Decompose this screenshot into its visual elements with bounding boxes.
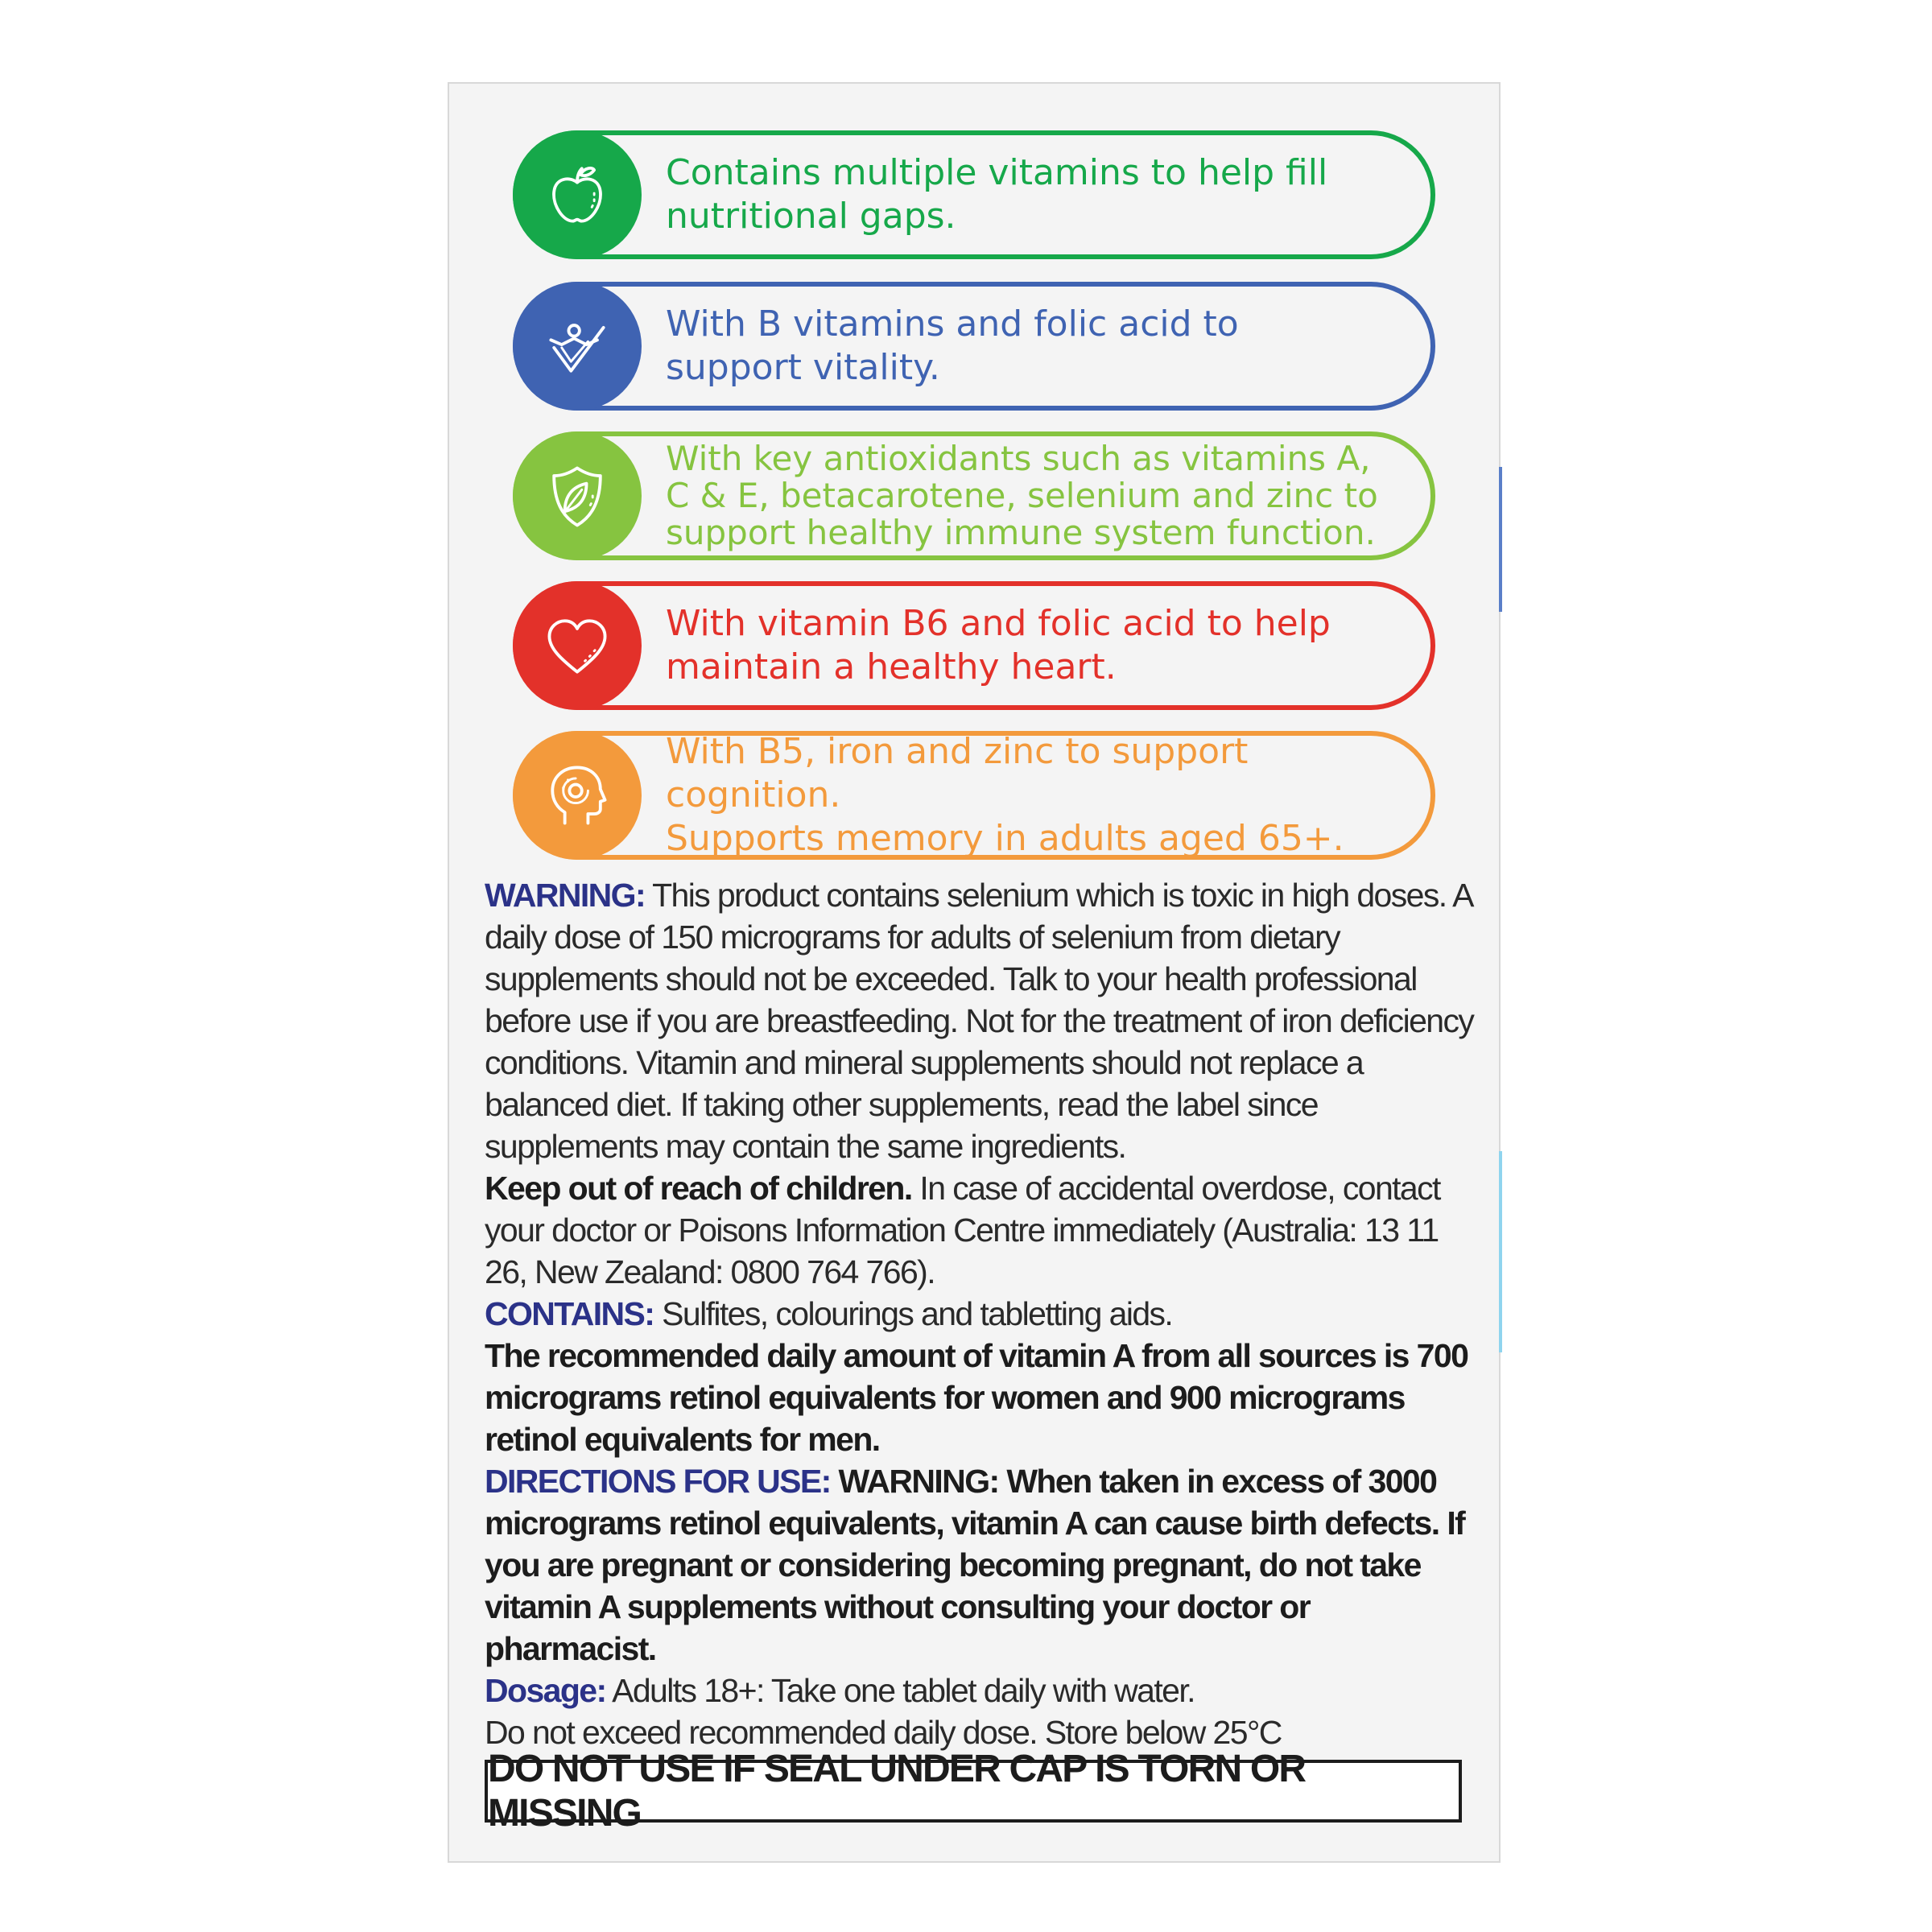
benefit-pill-nutrition (513, 130, 1435, 259)
benefit-icon-circle (513, 731, 642, 860)
benefit-icon-circle (513, 130, 642, 259)
benefit-text: With vitamin B6 and folic acid to help maintain a healthy heart. (666, 603, 1331, 687)
warning-paragraph (485, 874, 1475, 1167)
vitamin-a-note: The recommended daily amount of vitamin A from all sources is 700 micrograms retinol equivalents for women and 900 micrograms retinol equivalents for men. (485, 1337, 1468, 1458)
benefit-pill-cognition (513, 731, 1435, 860)
contains-label: CONTAINS: (485, 1295, 654, 1332)
benefit-text: With key antioxidants such as vitamins A, C & E, betacarotene, selenium and zinc to support healthy immune system function. (666, 439, 1378, 552)
head-brain-icon (539, 757, 616, 834)
children-bold-text: Keep out of reach of children. (485, 1170, 912, 1207)
children-text: In case of accidental overdose, contact your doctor or Poisons Information Centre immediately (Australia: 13 11 26, New Zealand: 0800 764 766). (485, 1170, 1440, 1290)
contains-text: Sulfites, colourings and tabletting aids. (654, 1295, 1173, 1332)
label-body-text (485, 874, 1475, 1753)
directions-text: WARNING: When taken in excess of 3000 micrograms retinol equivalents, vitamin A can cause birth defects. If you are pregnant or considering becoming pregnant, do not take vitamin A supplements without consulting your doctor or pharmacist. (485, 1463, 1465, 1667)
apple-icon (539, 156, 616, 233)
dosage-text: Adults 18+: Take one tablet daily with water. (605, 1672, 1195, 1709)
seal-notice-box: DO NOT USE IF SEAL UNDER CAP IS TORN OR MISSING (485, 1760, 1462, 1823)
contains-paragraph (485, 1293, 1475, 1335)
warning-label: WARNING: (485, 877, 646, 914)
benefit-icon-circle (513, 282, 642, 411)
person-check-icon (539, 308, 616, 385)
benefit-text: With B vitamins and folic acid to support vitality. (666, 303, 1239, 388)
dosage-label: Dosage: (485, 1672, 606, 1709)
benefit-text: With B5, iron and zinc to support cognition. Supports memory in adults aged 65+. (666, 731, 1344, 859)
benefit-pill-immune (513, 431, 1435, 560)
directions-paragraph (485, 1460, 1475, 1670)
shield-leaf-icon (539, 457, 616, 535)
storage-line: Do not exceed recommended daily dose. Store below 25°C (485, 1714, 1282, 1751)
warning-text: This product contains selenium which is toxic in high doses. A daily dose of 150 micrograms for adults of selenium from dietary supplements should not be exceeded. Talk to your health professional before use if you are breastfeeding. Not for the treatment of iron deficiency conditions. Vitamin and mineral supplements should not replace a balanced diet. If taking other supplements, read the label since supplements may contain the same ingredients. (485, 877, 1474, 1165)
benefit-pill-vitality (513, 282, 1435, 411)
benefit-icon-circle (513, 581, 642, 710)
directions-label: DIRECTIONS FOR USE: (485, 1463, 831, 1500)
dosage-paragraph (485, 1670, 1475, 1711)
edge-strip-cyan (1499, 1151, 1502, 1352)
heart-icon (539, 607, 616, 684)
benefit-pill-heart (513, 581, 1435, 710)
benefit-text: Contains multiple vitamins to help fill nutritional gaps. (666, 152, 1328, 237)
benefit-icon-circle (513, 431, 642, 560)
children-paragraph (485, 1167, 1475, 1293)
edge-strip-blue (1499, 467, 1502, 612)
